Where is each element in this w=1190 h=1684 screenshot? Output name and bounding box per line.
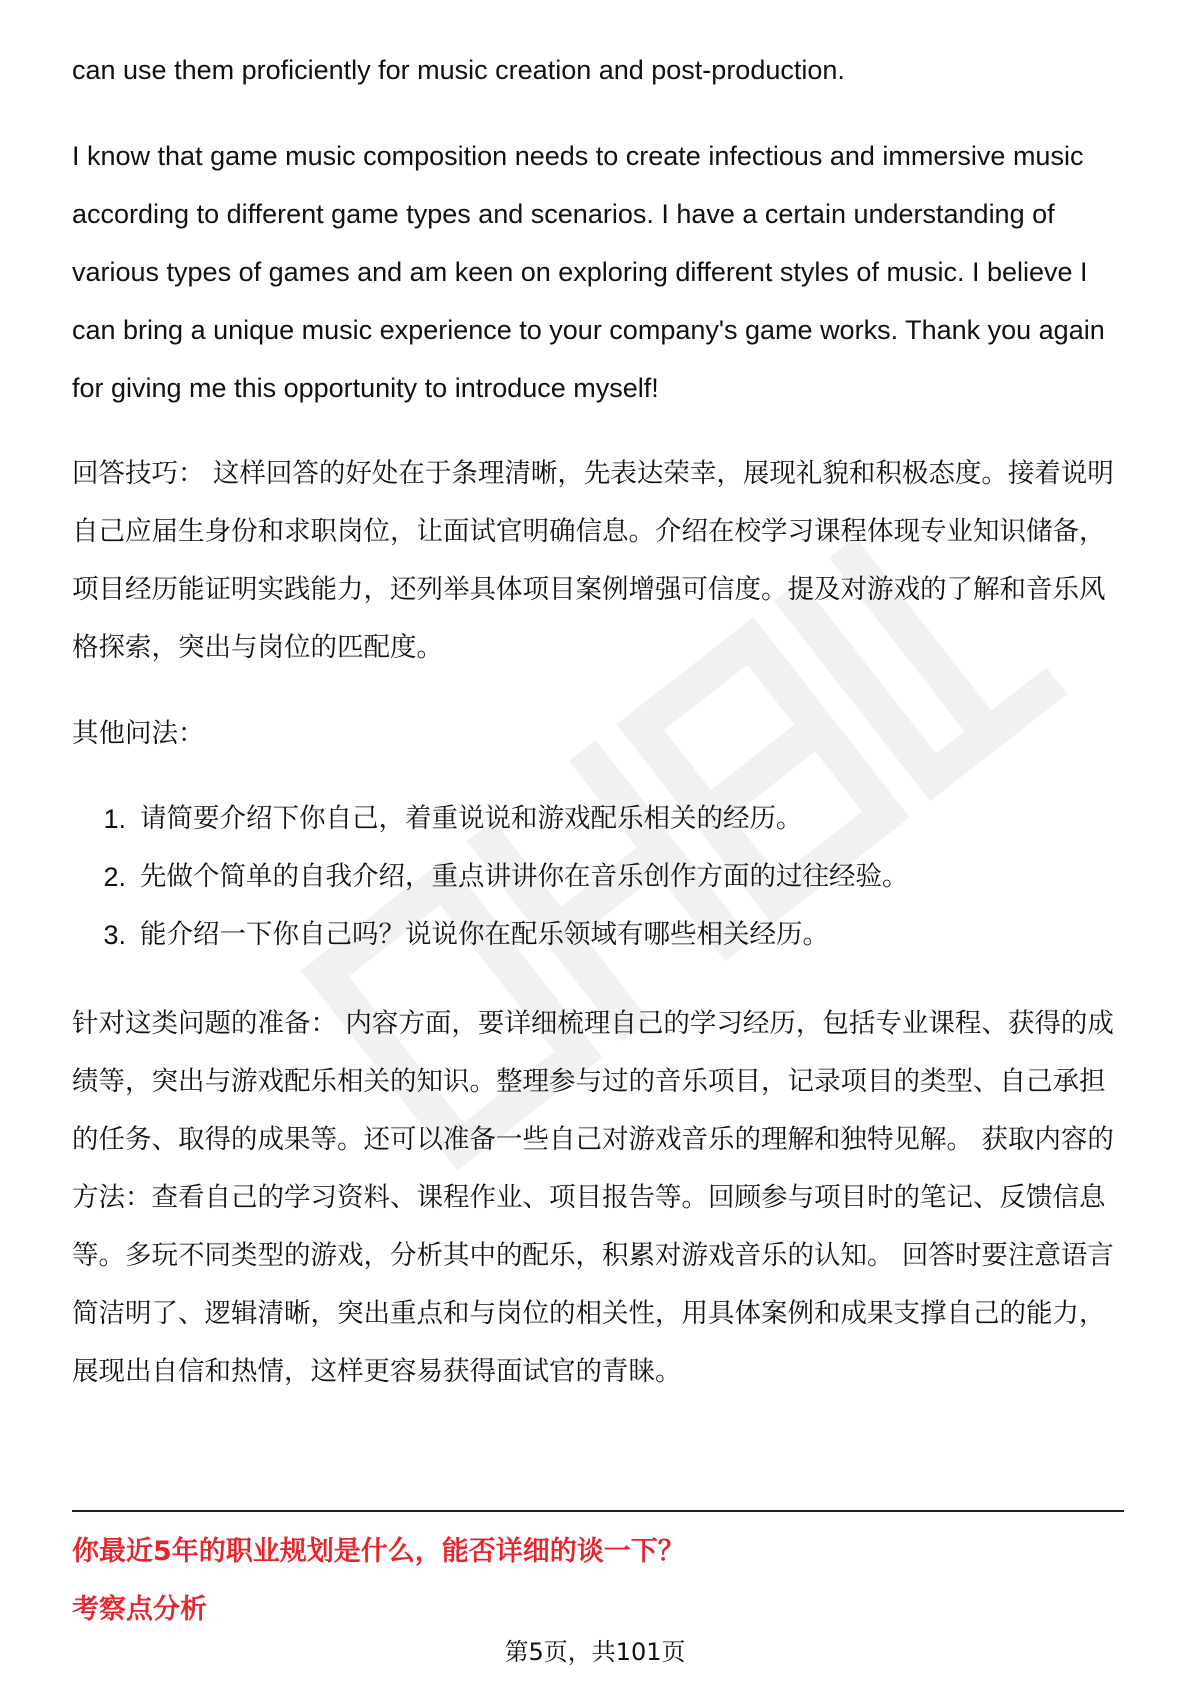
list-item-number: 2. [103,862,126,892]
list-item [72,790,1124,848]
answer-tips-label: 回答技巧： [72,458,205,489]
preparation-paragraph [72,995,1124,1401]
intro-paragraph: I know that game music composition needs to create infectious and immersive music according to different game types and scenarios. I have a certain understanding of various types of games and am keen on exploring different styles of music. I believe I can bring a unique music experience to your company's game works. Thank you again for giving me this opportunity to introduce myself! [72,141,1105,403]
other-phrasings-list [72,790,1124,964]
analysis-heading: 考察点分析 [72,1594,207,1625]
next-question-heading: 你最近5年的职业规划是什么，能否详细的谈一下？ [72,1536,685,1567]
list-item-number: 3. [103,920,126,950]
page-number: 第5页，共101页 [504,1638,686,1666]
preparation-label: 针对这类问题的准备： [72,1008,337,1039]
intro-paragraph-end: can use them proficiently for music creation and post-production. [72,55,845,85]
section-divider [72,1510,1124,1512]
list-item-text: 能介绍一下你自己吗？说说你在配乐领域有哪些相关经历。 [140,919,829,950]
list-item-text: 请简要介绍下你自己，着重说说和游戏配乐相关的经历。 [140,803,803,834]
answer-tips-text: 这样回答的好处在于条理清晰，先表达荣幸，展现礼貌和积极态度。接着说明自己应届生身份和求职岗位，让面试官明确信息。介绍在校学习课程体现专业知识储备，项目经历能证明实践能力，还列举具体项目案例增强可信度。提及对游戏的了解和音乐风格探索，突出与岗位的匹配度。 [72,458,1114,663]
list-item-number: 1. [103,804,126,834]
answer-tips-paragraph [72,445,1124,677]
preparation-text: 内容方面，要详细梳理自己的学习经历，包括专业课程、获得的成绩等，突出与游戏配乐相关的知识。整理参与过的音乐项目，记录项目的类型、自己承担的任务、取得的成果等。还可以准备一些自己对游戏音乐的理解和独特见解。 获取内容的方法：查看自己的学习资料、课程作业、项目报告等。回顾参与项目时的笔记、反馈信息等。多玩不同类型的游戏，分析其中的配乐，积累对游戏音乐的认知。 回答时要注意语言简洁明了、逻辑清晰，突出重点和与岗位的相关性，用具体案例和成果支撑自己的能力，展现出自信和热情，这样更容易获得面试官的青睐。 [72,1008,1114,1387]
list-item [72,906,1124,964]
other-phrasings-heading: 其他问法： [72,718,205,749]
list-item-text: 先做个简单的自我介绍，重点讲讲你在音乐创作方面的过往经验。 [140,861,909,892]
list-item [72,848,1124,906]
